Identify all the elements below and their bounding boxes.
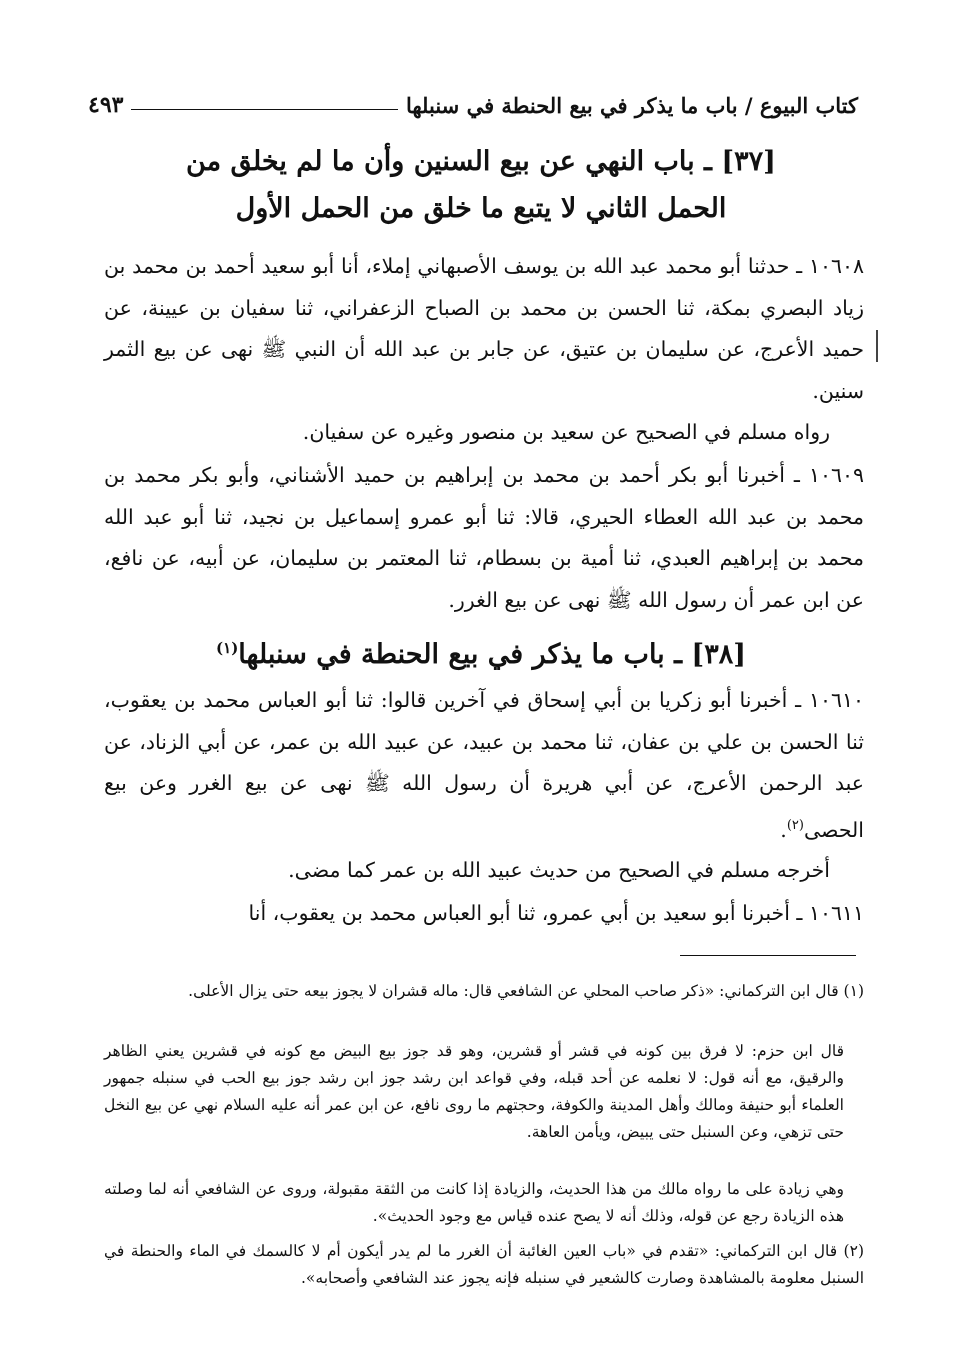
running-title: كتاب البيوع / باب ما يذكر في بيع الحنطة في سنبلها bbox=[405, 93, 858, 118]
footnote-2: (٢) قال ابن التركماني: «تقدم في «باب العين الغائبة أن الغرر ما لم يدر أيكون أم لا كالسمك في الماء والحنطة في السنبل معلومة بالمشاهدة وصارت كالشعير في سنبله فإنه يجوز عند الشافعي وأصحابه». bbox=[104, 1242, 864, 1287]
hadith-10610 bbox=[104, 680, 864, 851]
footnote-1-part-a: (١) قال ابن التركماني: «ذكر صاحب المحلي عن الشافعي قال: ماله قشران لا يجوز بيعه حتى يزال الأعلى. bbox=[188, 982, 864, 1000]
footnote-1-part-c: وهي زيادة على ما رواه مالك من هذا الحديث، والزيادة إذا كانت من الثقة مقبولة، وروى عن الشافعي أنه لما وصلته هذه الزيادة رجع عن قوله، وذلك أنه لا يصح عنده قياس مع وجود الحديث». bbox=[104, 1180, 844, 1225]
footnote-1-part-b: قال ابن حزم: لا فرق بين كونه في قشر أو قشرين، وهو قد جوز بيع البيض مع كونه في قشرين يعني الظاهر والرقيق، مع أنه قول: لا نعلمه عن أحد قبله، وفي قواعد ابن رشد جوز ابن رشد جوز بيع الحب في سنبله جمهور العلماء أبو حنيفة ومالك وأهل المدينة والكوفة، وحجتهم ما روى نافع، عن ابن عمر أنه عليه السلام نهي عن بيع النخل حتى تزهي، وعن السنبل حتى يبيض، ويأمن العاهة. bbox=[104, 1042, 844, 1141]
footnote-ref-2: (٢) bbox=[786, 817, 804, 833]
hadith-10611: ١٠٦١١ ـ أخبرنا أبو سعيد بن أبي عمرو، ثنا أبو العباس محمد بن يعقوب، أنا bbox=[248, 901, 864, 925]
chapter-37-heading-line-2: الحمل الثاني لا يتبع ما خلق من الحمل الأول bbox=[235, 193, 727, 224]
header-rule bbox=[131, 109, 398, 110]
chapter-37-heading-line-1: [٣٧] ـ باب النهي عن بيع السنين وأن ما لم يخلق من bbox=[186, 146, 776, 177]
page-number: ٤٩٣ bbox=[88, 92, 124, 118]
chapter-38-heading bbox=[100, 626, 862, 677]
hadith-10608: ١٠٦٠٨ ـ حدثنا أبو محمد عبد الله بن يوسف الأصبهاني إملاء، أنا أبو سعيد أحمد بن محمد بن زياد البصري بمكة، ثنا الحسن بن محمد بن الصباح الزعفراني، ثنا سفيان بن عيينة، عن حميد الأعرج، عن سليمان بن عتيق، عن جابر بن عبد الله أن النبي ﷺ نهى عن بيع الثمر سنين. bbox=[104, 254, 864, 403]
footnote-ref-1: (١) bbox=[216, 639, 239, 657]
hadith-10609: ١٠٦٠٩ ـ أخبرنا أبو بكر أحمد بن محمد بن إبراهيم بن حميد الأشناني، وأبو بكر محمد بن محمد بن عبد الله العطاء الحيري، قالا: ثنا أبو عمرو إسماعيل بن نجيد، ثنا أبو عبد الله محمد بن إبراهيم العبدي، ثنا أمية بن بسطام، ثنا المعتمر بن سليمان، عن أبيه، عن نافع، عن ابن عمر أن رسول الله ﷺ نهى عن بيع الغرر. bbox=[104, 463, 864, 612]
note-10610: أخرجه مسلم في الصحيح من حديث عبيد الله بن عمر كما مضى. bbox=[288, 858, 830, 882]
hadith-10610-text: ١٠٦١٠ ـ أخبرنا أبو زكريا بن أبي إسحاق في آخرين قالوا: ثنا أبو العباس محمد بن يعقوب، ثنا الحسن بن علي بن عفان، ثنا محمد بن عبيد، عن عبيد الله بن عمر، عن أبي الزناد، عن عبد الرحمن الأعرج، عن أبي هريرة أن رسول الله ﷺ نهى عن بيع الغرر وعن بيع الحصى bbox=[104, 688, 864, 842]
footnote-separator bbox=[680, 955, 856, 956]
note-10608: رواه مسلم في الصحيح عن سعيد بن منصور وغيره عن سفيان. bbox=[302, 420, 830, 444]
margin-mark bbox=[876, 330, 878, 362]
running-header bbox=[88, 84, 858, 118]
hadith-10610-end: . bbox=[780, 817, 787, 842]
chapter-38-title: [٣٨] ـ باب ما يذكر في بيع الحنطة في سنبلها bbox=[238, 639, 746, 670]
